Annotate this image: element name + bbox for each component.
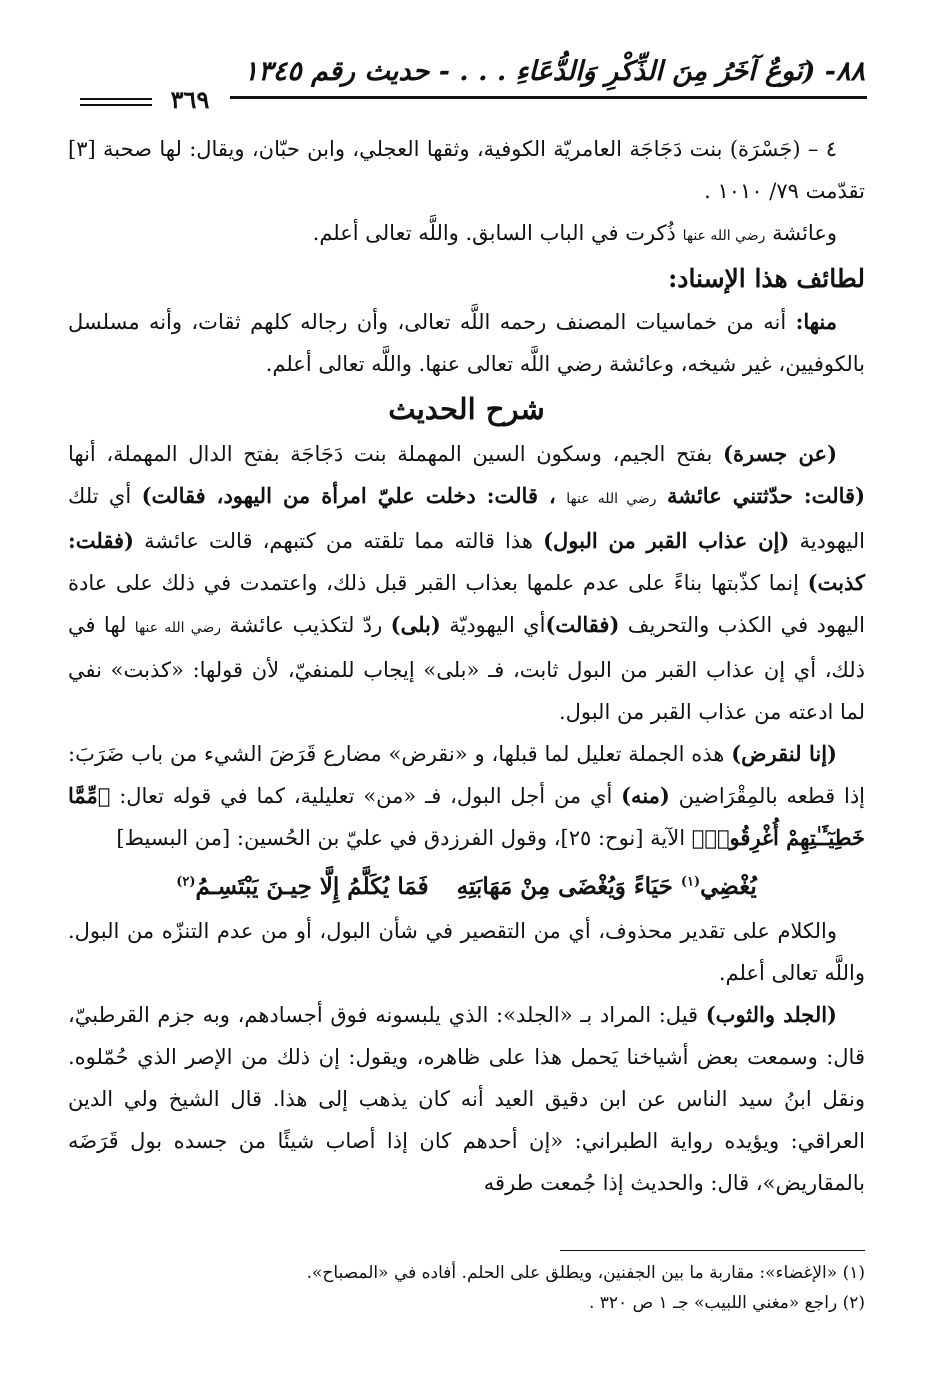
footnote-2: (٢) راجع «مغني اللبيب» جـ ١ ص ٣٢٠ . <box>588 1293 865 1313</box>
footnote-1: (١) «الإغضاء»: مقاربة ما بين الجفنين، ويطلق على الحلم. أفاده في «المصباح». <box>306 1263 865 1283</box>
paragraph-sharh-4 <box>68 994 865 1204</box>
paragraph-latif <box>68 301 865 385</box>
footnote-marker-1: (١) <box>680 874 701 889</box>
bold-quote: ، قالت: دخلت عليّ امرأة من اليهود، فقالت) <box>141 483 556 508</box>
honorific-glyph: رضي الله عنها <box>682 228 766 244</box>
bold-quote: (بلى) <box>390 612 441 637</box>
bold-lead: منها: <box>795 309 837 334</box>
text-span: أي من أجل البول، فـ «من» تعليلية، كما في قوله تعال: <box>110 784 622 808</box>
bold-lead: (إنا لنقرض) <box>731 741 837 766</box>
text-span: ذُكرت في الباب السابق. واللَّه تعالى أعلم. <box>312 221 683 245</box>
verse-first-half <box>457 873 757 900</box>
text-span: هذا قالته مما تلقته من كتبهم، قالت عائشة <box>133 529 544 553</box>
section-heading-latif: لطائف هذا الإسناد: <box>668 264 865 293</box>
honorific-glyph: رضي الله عنها <box>566 491 657 507</box>
bold-quote: (فقلت: كذبت) <box>68 528 865 595</box>
text-span: لها في ذلك، أي إن عذاب القبر من البول ثابت، فـ «بلى» إيجاب للمنفيّ، لأن قولها: «كذبت» نفي لما ادعته من عذاب القبر من البول. <box>68 613 865 724</box>
footnote-marker-2: (٢) <box>176 874 196 889</box>
footnote-rule <box>560 1250 865 1251</box>
header-rule-long <box>230 96 867 99</box>
bold-quote: (قالت: حدّثتني عائشة <box>666 483 866 508</box>
text-span: إنما كذّبتها بناءً على عدم علمها بعذاب القبر قبل ذلك، واعتمدت في ذلك على عادة اليهود في الكذب والتحريف <box>68 571 865 637</box>
honorific-glyph: رضي الله عنها <box>134 620 222 636</box>
paragraph-sharh-3: والكلام على تقدير محذوف، أي من التقصير في شأن البول، أو من عدم التنزّه من البول. واللَّه تعالى أعلم. <box>68 918 865 985</box>
bold-quote: (فقالت) <box>545 612 620 637</box>
text-span: بفتح الجيم، وسكون السين المهملة بنت دَجَاجَة بفتح الدال المهملة، أنها <box>68 442 724 466</box>
quran-quote: ﴿مِّمَّا خَطِيٓـَٔـٰتِهِمْ أُغْرِقُوا۟﴾ <box>68 783 865 850</box>
paragraph-aisha <box>68 212 865 257</box>
text-span: أنه من خماسيات المصنف رحمه اللَّه تعالى، وأن رجاله كلهم ثقات، وأنه مسلسل بالكوفيين، غير شيخه، وعائشة رضي اللَّه تعالى عنها. واللَّه تعالى أعلم. <box>68 310 865 376</box>
text-span: ردّ لتكذيب عائشة <box>221 613 391 637</box>
page-body <box>68 128 865 1204</box>
bold-quote: (إن عذاب القبر من البول) <box>543 528 790 553</box>
verse-word: يُغْضِي <box>700 872 757 900</box>
text-span: أي اليهوديّة <box>440 613 546 637</box>
verse-text: فَمَا يُكَلَّمُ إِلَّا حِيـنَ يَبْتَسِـمُ <box>195 872 429 900</box>
footnotes <box>68 1258 865 1318</box>
bold-lead: (عن جسرة) <box>723 441 838 466</box>
text-span: قيل: المراد بـ «الجلد»: الذي يلبسونه فوق أجسادهم، وبه جزم القرطبيّ، قال: وسمعت بعض أشياخنا يَحمل هذا على ظاهره، ويقول: إن ذلك من الإصر الذي حُمّلوه. ونقل ابنُ سيد الناس عن ابن دقيق العيد أنه كان يذهب إلى هذا. قال الشيخ ولي الدين العراقي: ويؤيده رواية الطبراني: «إن أحدهم كان إذا أصاب شيئًا من جسده بول قَرَضَه بالمقاريض»، قال: والحديث إذا جُمعت طرقه <box>68 1002 865 1195</box>
text-span: الآية [نوح: ٢٥]، وقول الفرزدق في عليّ بن الحُسين: [من البسيط] <box>116 826 692 850</box>
text-span: هذه الجملة تعليل لما قبلها، و «نقرض» مضارع قَرَضَ الشيء من باب ضَرَبَ: إذا قطعه بالمِقْرَاضين <box>68 742 866 808</box>
poetry-verse <box>68 859 865 910</box>
page-number: ٣٦٩ <box>170 85 210 114</box>
paragraph-sharh-2 <box>68 733 865 859</box>
running-header: ٨٨- (نَوعٌ آخَرُ مِنَ الذِّكْرِ وَالدُّعَاءِ . . . - حديث رقم ١٣٤٥ <box>243 56 865 87</box>
text-span: أي تلك اليهودية <box>68 484 865 553</box>
bold-lead: (الجلد والثوب) <box>705 1001 837 1027</box>
bold-quote: (منه) <box>621 783 670 808</box>
verse-second-half <box>176 873 428 900</box>
text-span: وعائشة <box>765 221 837 245</box>
paragraph-jasra-bio: ٤ – (جَسْرَة) بنت دَجَاجَة العامريّة الكوفية، وثقها العجلي، وابن حبّان، ويقال: لها صحبة [٣] تقدّمت ٧٩/ ١٠١٠ . <box>68 137 865 203</box>
verse-text: حَيَاءً وَيُغْضَى مِنْ مَهَابَتِهِ <box>456 872 681 900</box>
header-rule-left <box>80 98 152 106</box>
section-heading-sharh: شرح الحديث <box>388 392 545 426</box>
paragraph-sharh-1 <box>68 433 865 733</box>
